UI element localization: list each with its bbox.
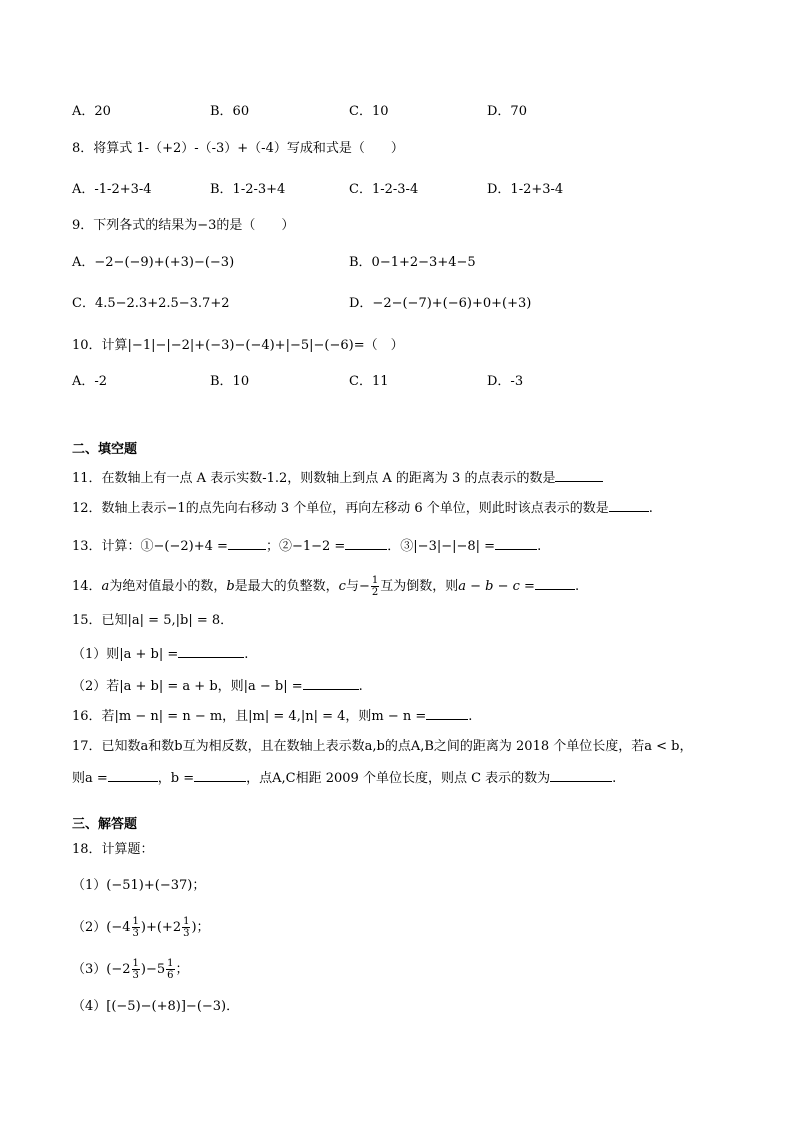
q18-part3-fraction-1 xyxy=(132,958,140,981)
q18-part2-text-2: )+(+2 xyxy=(140,920,182,935)
q13-blank-1[interactable] xyxy=(228,535,266,550)
q15-part2-blank[interactable] xyxy=(303,675,359,690)
q10-option-b: B．10 xyxy=(210,374,250,389)
q8-option-b: B．1-2-3+4 xyxy=(210,182,286,197)
fraction-denominator: 3 xyxy=(132,928,139,939)
q11-text: 11．在数轴上有一点 A 表示实数-1.2，则数轴上到点 A 的距离为 3 的点表示的数是 xyxy=(72,471,556,486)
section-heading-solve: 三、解答题 xyxy=(72,817,138,832)
q18-part2-text-1: （2）(−4 xyxy=(72,920,131,935)
q8-option-c: C．1-2-3-4 xyxy=(349,182,419,197)
q8-stem: 8．将算式 1-（+2）-（-3）+（-4）写成和式是（ ） xyxy=(72,141,404,156)
q12 xyxy=(72,497,653,517)
q17-text-1: 则a = xyxy=(72,771,108,786)
q9-option-d: D．−2−(−7)+(−6)+0+(+3) xyxy=(349,296,532,311)
q9-stem: 9．下列各式的结果为−3的是（ ） xyxy=(72,218,295,233)
q9-option-a: A．−2−(−9)+(+3)−(−3) xyxy=(72,255,235,270)
q18-part2-fraction-1 xyxy=(132,916,140,939)
q15-part1-blank[interactable] xyxy=(178,643,244,658)
q9-option-c: C．4.5−2.3+2.5−3.7+2 xyxy=(72,296,230,311)
q13-blank-3[interactable] xyxy=(495,535,537,550)
q18-part4: （4）[(−5)−(+8)]−(−3)． xyxy=(72,999,240,1014)
q18-part3 xyxy=(72,956,189,984)
q17-period: . xyxy=(612,771,617,786)
q13-blank-2[interactable] xyxy=(345,535,387,550)
q12-text: 12．数轴上表示−1的点先向右移动 3 个单位，再向左移动 6 个单位，则此时该点表示的数是 xyxy=(72,501,609,516)
q10-stem: 10．计算|−1|−|−2|+(−3)−(−4)+|−5|−(−6)=（ ） xyxy=(72,338,404,353)
q17-line2 xyxy=(72,767,616,787)
fraction-numerator: 1 xyxy=(132,916,139,927)
q7-option-d: D．70 xyxy=(487,104,527,119)
q15-part2 xyxy=(72,675,363,695)
q7-option-c: C．10 xyxy=(349,104,389,119)
q9-option-b: B．0−1+2−3+4−5 xyxy=(349,255,476,270)
q17-blank-a[interactable] xyxy=(108,767,158,782)
q14-fraction-denominator: 2 xyxy=(371,587,379,598)
q10-option-d: D．-3 xyxy=(487,374,524,389)
q7-option-a: A．20 xyxy=(72,104,111,119)
q14 xyxy=(72,574,579,600)
q11 xyxy=(72,467,603,487)
q17-line1: 17．已知数a和数b互为相反数，且在数轴上表示数a,b的点A,B之间的距离为 2018 个单位长度，若a < b， xyxy=(72,739,693,754)
fraction-numerator: 1 xyxy=(132,958,139,969)
q14-fraction xyxy=(371,575,379,598)
q12-answer-blank[interactable] xyxy=(609,497,649,512)
q15-part1-text: （1）则|a + b| = xyxy=(72,647,179,662)
q13-period: . xyxy=(537,539,542,554)
q16 xyxy=(72,705,472,725)
q18-part3-text-2: )−5 xyxy=(140,962,166,977)
q16-text: 16．若|m − n| = n − m，且|m| = 4,|n| = 4，则m − n = xyxy=(72,709,427,724)
q12-period: . xyxy=(648,501,653,516)
q17-blank-b[interactable] xyxy=(194,767,246,782)
q15-part2-text: （2）若|a + b| = a + b，则|a − b| = xyxy=(72,679,303,694)
q14-var-a: a xyxy=(101,579,110,594)
q13-part2-text: ；②−1−2 = xyxy=(265,539,346,554)
q14-text-1: 为绝对值最小的数， xyxy=(109,579,227,594)
q18-stem: 18．计算题： xyxy=(72,842,154,857)
q17-text-3: ，点A,C相距 2009 个单位长度，则点 C 表示的数为 xyxy=(246,771,551,786)
q17-text-2: ，b = xyxy=(157,771,195,786)
q18-part2 xyxy=(72,914,210,942)
q15-part2-period: . xyxy=(358,679,363,694)
q13-part1-text: 13．计算：①−(−2)+4 = xyxy=(72,539,228,554)
q18-part3-fraction-2 xyxy=(166,958,174,981)
q8-option-d: D．1-2+3-4 xyxy=(487,182,564,197)
q14-var-c: c xyxy=(338,579,346,594)
fraction-denominator: 3 xyxy=(183,928,190,939)
q14-fraction-numerator: 1 xyxy=(371,575,379,586)
q18-part2-fraction-2 xyxy=(182,916,190,939)
section-heading-fill-in: 二、填空题 xyxy=(72,442,138,457)
q14-expression: a − b − c = xyxy=(458,579,535,594)
q15-part1 xyxy=(72,643,248,663)
q13 xyxy=(72,535,541,555)
q8-option-a: A．-1-2+3-4 xyxy=(72,182,152,197)
fraction-numerator: 1 xyxy=(183,916,190,927)
q18-part3-text-1: （3）(−2 xyxy=(72,962,131,977)
q13-part3-text: ．③|−3|−|−8| = xyxy=(387,539,496,554)
q14-text-3: 与− xyxy=(345,579,370,594)
q11-answer-blank[interactable] xyxy=(555,467,603,482)
q18-part1: （1）(−51)+(−37)； xyxy=(72,878,206,893)
q7-option-b: B．60 xyxy=(210,104,250,119)
q17-blank-c[interactable] xyxy=(550,767,612,782)
q14-var-b: b xyxy=(226,579,235,594)
q14-text-4: 互为倒数，则 xyxy=(380,579,459,594)
q15-part1-period: . xyxy=(244,647,249,662)
fraction-denominator: 6 xyxy=(167,970,174,981)
q16-period: . xyxy=(468,709,473,724)
q10-option-a: A．-2 xyxy=(72,374,108,389)
q18-part2-text-3: )； xyxy=(191,920,210,935)
q14-text-2: 是最大的负整数， xyxy=(234,579,339,594)
q14-period: . xyxy=(574,579,580,594)
q15-stem: 15．已知|a| = 5,|b| = 8． xyxy=(72,613,234,628)
q16-answer-blank[interactable] xyxy=(426,705,468,720)
q10-option-c: C．11 xyxy=(349,374,389,389)
q14-answer-blank[interactable] xyxy=(535,575,575,590)
fraction-numerator: 1 xyxy=(167,958,174,969)
q14-num: 14． xyxy=(72,579,102,594)
q18-part3-text-3: ； xyxy=(175,962,189,977)
fraction-denominator: 3 xyxy=(132,970,139,981)
